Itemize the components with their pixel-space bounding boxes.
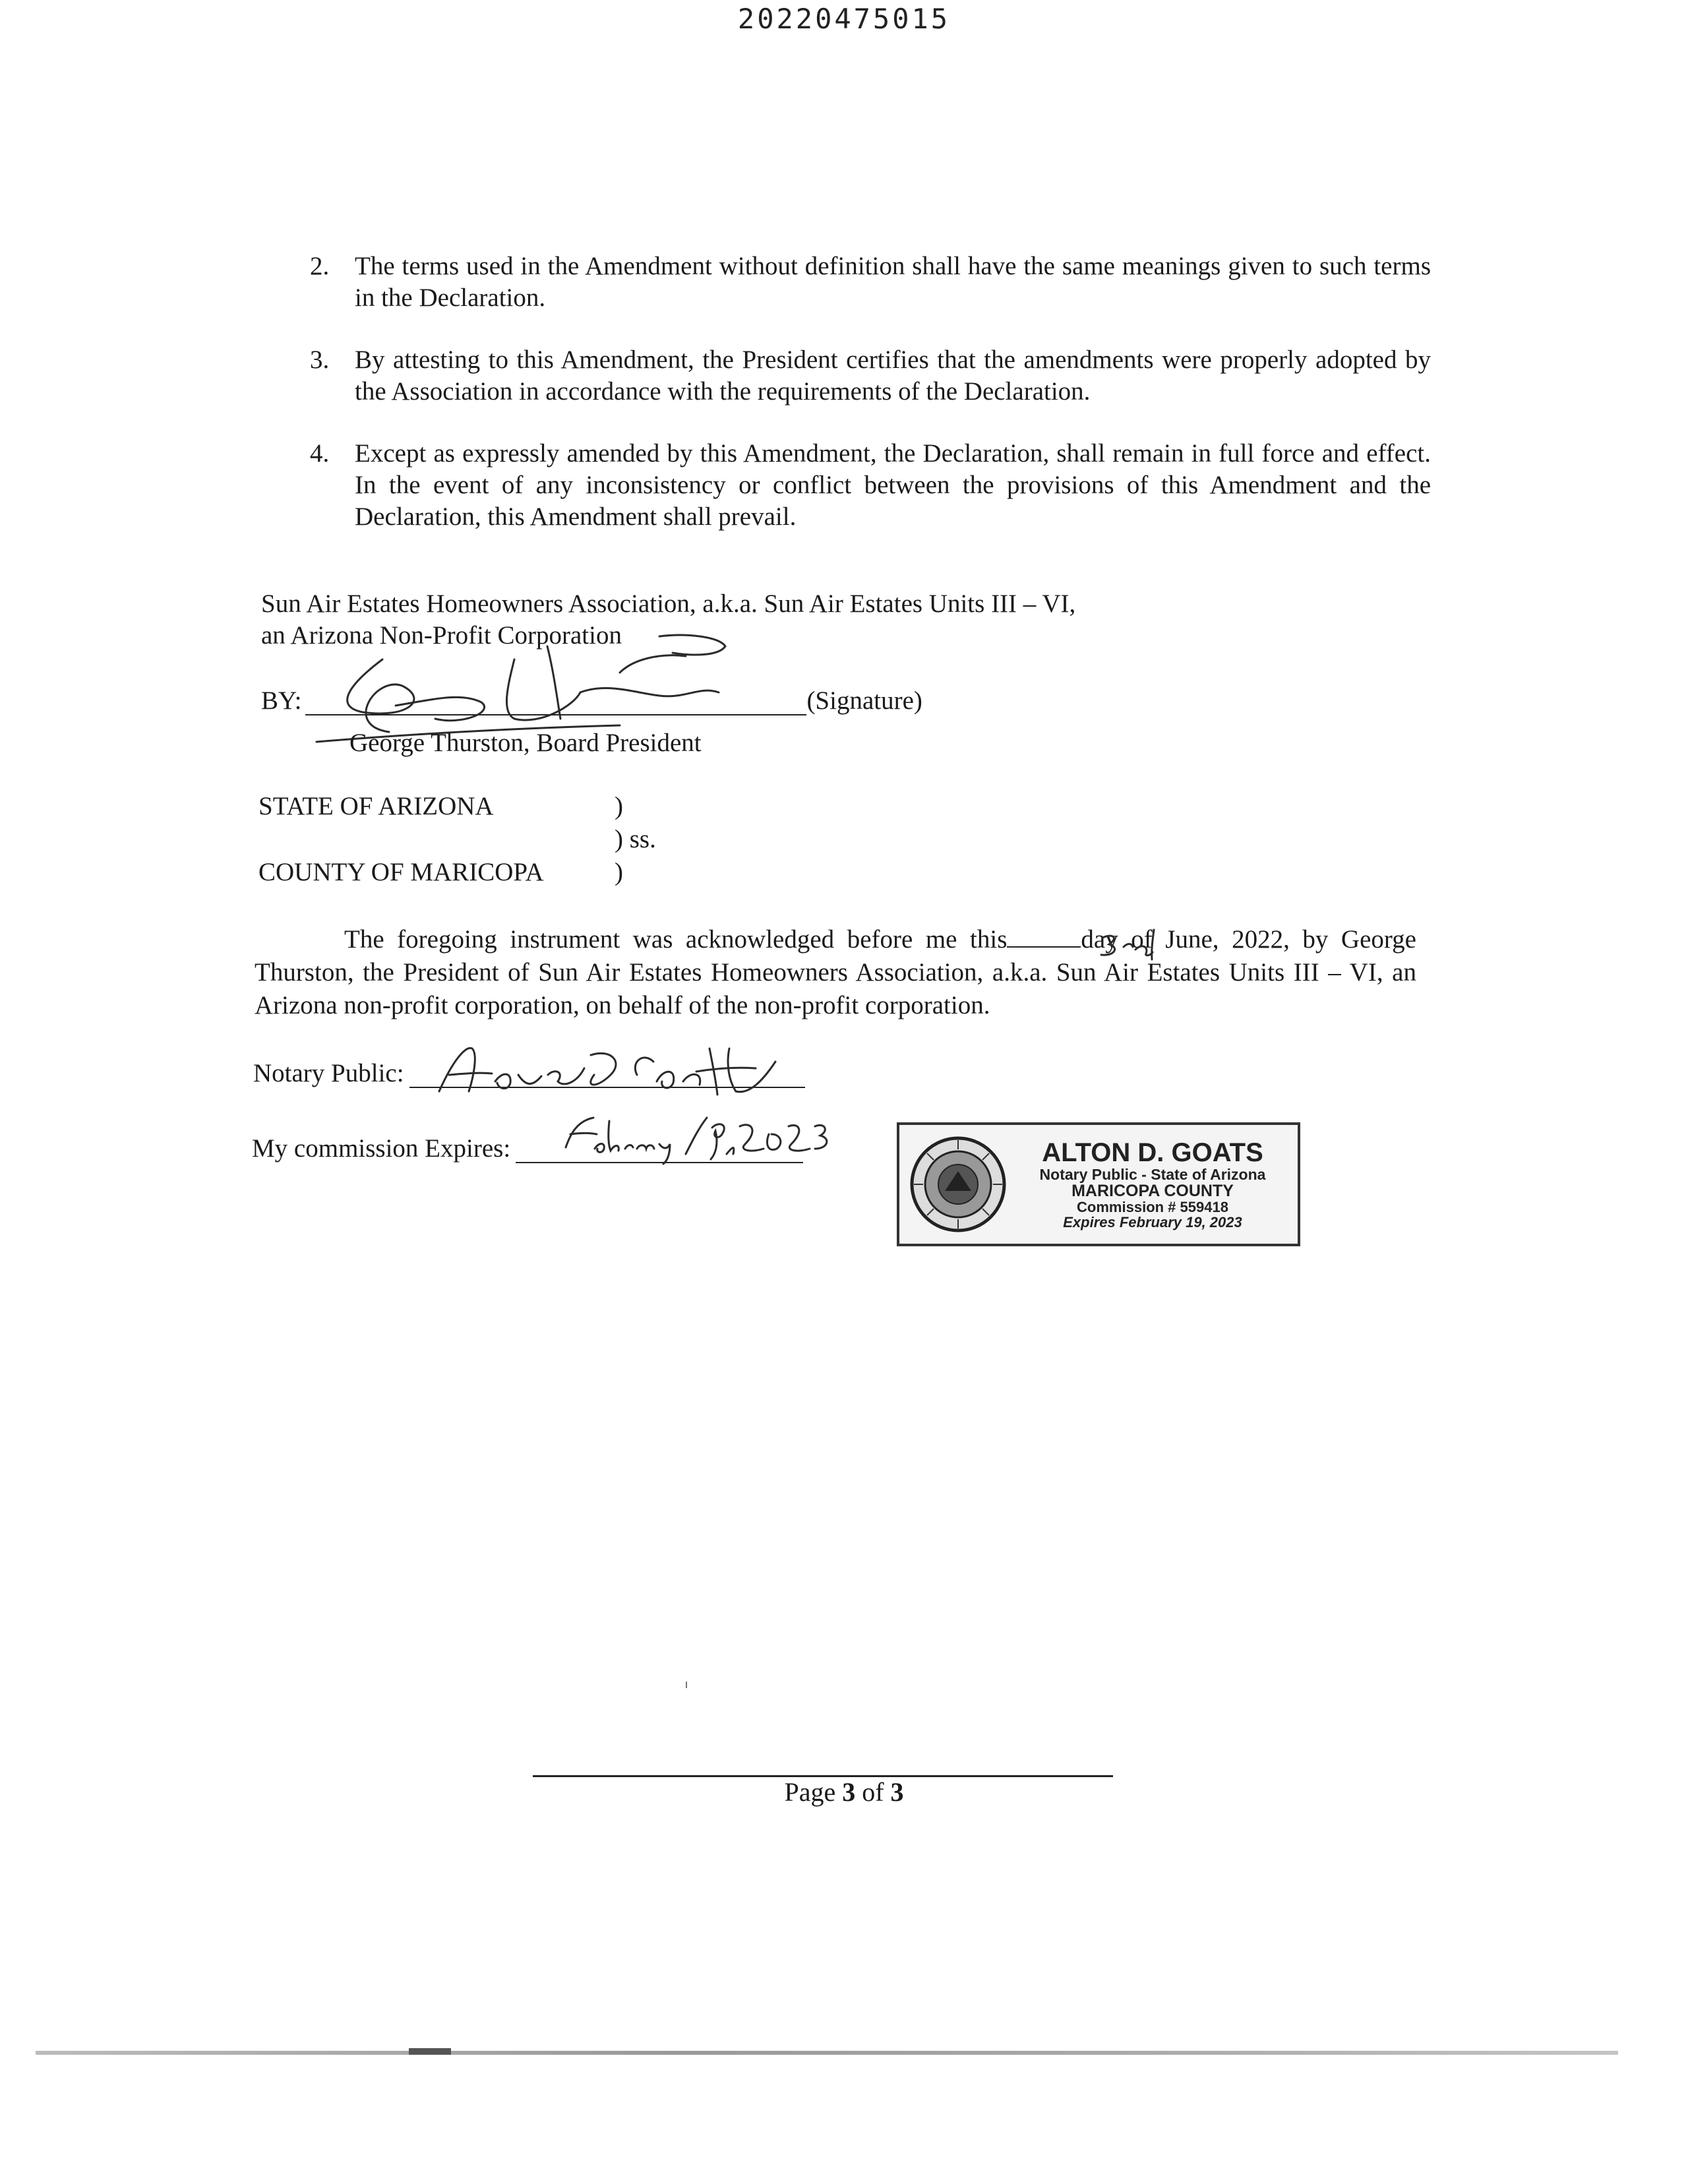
venue-block xyxy=(258,790,656,889)
stamp-county: MARICOPA COUNTY xyxy=(1071,1181,1234,1200)
signer-name: George Thurston, Board President xyxy=(349,729,702,757)
acknowledgment-paragraph xyxy=(255,923,1416,1022)
recording-number: 20220475015 xyxy=(737,3,951,35)
venue-paren: ) xyxy=(615,792,623,820)
venue-state: STATE OF ARIZONA xyxy=(258,792,494,820)
list-item xyxy=(310,344,1431,408)
day-fill-line xyxy=(1007,924,1081,948)
venue-paren: ) xyxy=(615,858,623,886)
commission-label: My commission Expires: xyxy=(252,1134,511,1163)
venue-county: COUNTY OF MARICOPA xyxy=(258,858,544,886)
stamp-expires: Expires February 19, 2023 xyxy=(1063,1214,1242,1231)
item-text: By attesting to this Amendment, the President certifies that the amendments were properly adopted by the Association in accordance with the requirements of the Declaration. xyxy=(355,346,1431,406)
signature-row xyxy=(261,686,922,715)
commission-fill-line xyxy=(516,1133,803,1163)
item-number: 2. xyxy=(310,252,330,280)
association-line-1: Sun Air Estates Homeowners Association, a.k.a. Sun Air Estates Units III – VI, xyxy=(261,590,1076,618)
page-prefix: Page xyxy=(784,1777,843,1807)
amendment-items xyxy=(310,251,1431,563)
page-number xyxy=(0,1776,1688,1807)
notary-signature-line xyxy=(409,1058,805,1088)
arizona-seal-icon xyxy=(909,1135,1008,1234)
list-item xyxy=(310,251,1431,314)
notary-stamp xyxy=(897,1122,1300,1246)
page-current: 3 xyxy=(842,1777,856,1807)
commission-row xyxy=(252,1133,803,1163)
scan-speck xyxy=(686,1682,687,1688)
item-number: 3. xyxy=(310,346,330,374)
ack-part-1: The foregoing instrument was acknowledged before me this xyxy=(344,925,1008,954)
ack-part-2: day of June, 2022, by George Thurston, the President of Sun Air Estates Homeowners Association, a.k.a. Sun Air Estates Units III – VI, an Arizona non-profit corporation, on behalf of the non-profit corporation. xyxy=(255,925,1416,1019)
stamp-commission: Commission # 559418 xyxy=(1077,1199,1228,1216)
notary-label: Notary Public: xyxy=(253,1059,404,1087)
by-label: BY: xyxy=(261,686,302,715)
stamp-text xyxy=(1008,1139,1298,1230)
scan-edge xyxy=(36,2051,1618,2055)
item-text: The terms used in the Amendment without definition shall have the same meanings given to such terms in the Declaration. xyxy=(355,252,1431,312)
signature-label: (Signature) xyxy=(806,686,922,715)
notary-row xyxy=(253,1058,805,1088)
list-item xyxy=(310,438,1431,533)
item-text: Except as expressly amended by this Amendment, the Declaration, shall remain in full force and effect. In the event of any inconsistency or conflict between the provisions of this Amendment and the Declaration, this Amendment shall prevail. xyxy=(355,439,1431,531)
stamp-name: ALTON D. GOATS xyxy=(1042,1138,1263,1167)
association-name xyxy=(261,588,1075,652)
item-number: 4. xyxy=(310,439,330,468)
scan-mark xyxy=(409,2048,451,2055)
page-total: 3 xyxy=(890,1777,904,1807)
venue-ss: ) ss. xyxy=(615,825,656,853)
association-line-2: an Arizona Non-Profit Corporation xyxy=(261,621,622,650)
stamp-title: Notary Public - State of Arizona xyxy=(1039,1165,1266,1183)
signature-line xyxy=(305,688,806,715)
page-mid: of xyxy=(855,1777,891,1807)
